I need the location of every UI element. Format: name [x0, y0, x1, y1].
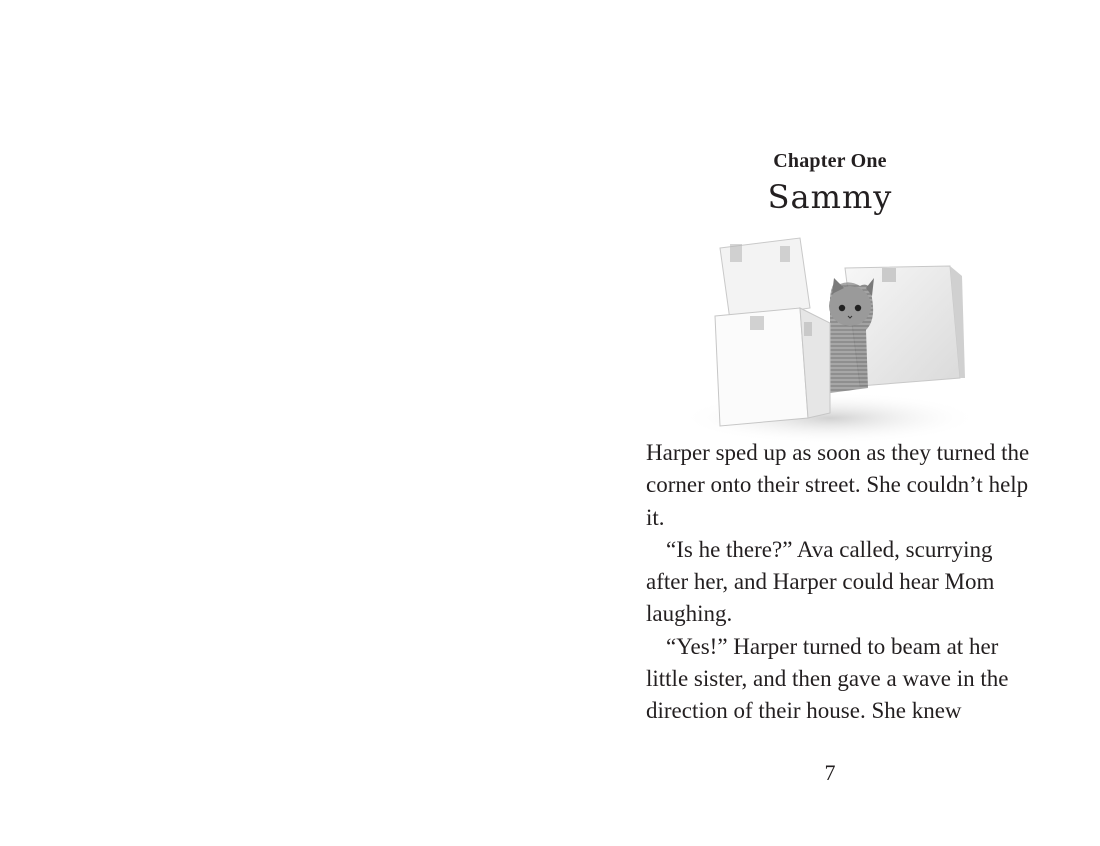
- paragraph: Harper sped up as soon as they turned the corner onto their street. She couldn’t help it.: [646, 440, 1030, 530]
- back-box: [720, 238, 810, 320]
- page-number: 7: [824, 760, 836, 785]
- body-text: [646, 437, 1036, 728]
- chapter-label: Chapter One: [773, 150, 887, 172]
- right-page: [550, 0, 1100, 846]
- front-box: [715, 308, 830, 426]
- chapter-title: Sammy: [767, 178, 893, 216]
- paragraph: “Yes!” Harper turned to beam at her little sister, and then gave a wave in the direction of their house. She knew: [646, 633, 1009, 724]
- paragraph: “Is he there?” Ava called, scurrying after her, and Harper could hear Mom laughing.: [646, 536, 995, 627]
- kitten-boxes-illustration: [680, 228, 980, 443]
